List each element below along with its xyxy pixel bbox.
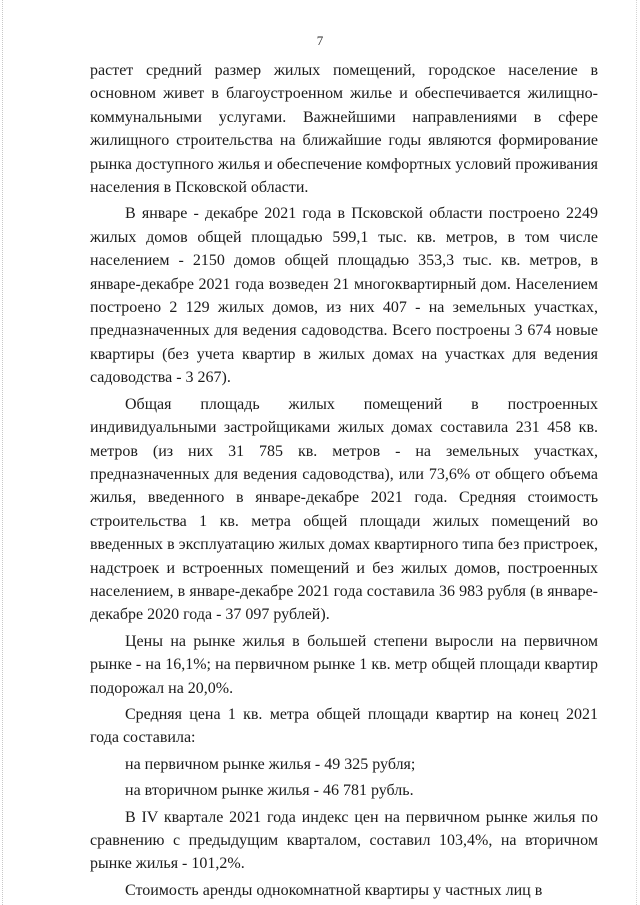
paragraph-individual-housing: Общая площадь жилых помещений в построенных индивидуальными застройщиками жилых домах составила 231 458 кв. метров (из них 31 785 кв. метров - на земельных участках, предназначенных для ведения садоводства), или 73,6% от общего объема жилья, введенного в январе-декабре 2021 года. Средняя стоимость строительства 1 кв. метра общей площади жилых помещений во введенных в эксплуатацию жилых домах квартирного типа без пристроек, надстроек и встроенных помещений и без жилых домов, построенных населением, в январе-декабре 2021 года составила 36 983 рубля (в январе-декабре 2020 года - 37 097 рублей). bbox=[90, 395, 598, 624]
page-number: 7 bbox=[316, 33, 324, 48]
paragraph-average-price: Средняя цена 1 кв. метра общей площади квартир на конец 2021 года составила: bbox=[90, 705, 598, 747]
paragraph-price-growth: Цены на рынке жилья в большей степени выросли на первичном рынке - на 16,1%; на первичном рынке 1 кв. метр общей площади квартир подорожал на 20,0%. bbox=[90, 632, 598, 697]
paragraph-construction-volume: В январе - декабре 2021 года в Псковской области построено 2249 жилых домов общей площадью 599,1 тыс. кв. метров, в том числе населением - 2150 домов общей площадью 353,3 тыс. кв. метров, в январе-декабре 2021 года возведен 21 многоквартирный дом. Населением построено 2 129 жилых домов, из них 407 - на земельных участках, предназначенных для ведения садоводства. Всего построены 3 674 новые квартиры (без учета квартир в жилых домах на участках для ведения садоводства - 3 267). bbox=[90, 205, 598, 387]
list-item-primary-market: на первичном рынке жилья - 49 325 рубля; bbox=[125, 755, 416, 773]
paragraph-rent-cost: Стоимость аренды однокомнатной квартиры у частных лиц в bbox=[125, 881, 543, 899]
paragraph-continuation: растет средний размер жилых помещений, городское население в основном живет в благоустроенном жилье и обеспечивается жилищно-коммунальными услугами. Важнейшими направлениями в сфере жилищного строительства на ближайшие годы являются формирование рынка доступного жилья и обеспечение комфортных условий проживания населения в Псковской области. bbox=[90, 62, 598, 197]
scan-edge-right bbox=[636, 0, 638, 905]
scan-edge-left bbox=[2, 0, 4, 905]
list-item-secondary-market: на вторичном рынке жилья - 46 781 рубль. bbox=[125, 782, 414, 800]
paragraph-price-index: В IV квартале 2021 года индекс цен на первичном рынке жилья по сравнению с предыдущим кварталом, составил 103,4%, на вторичном рынке жилья - 101,2%. bbox=[90, 808, 598, 873]
body-text bbox=[90, 59, 598, 902]
